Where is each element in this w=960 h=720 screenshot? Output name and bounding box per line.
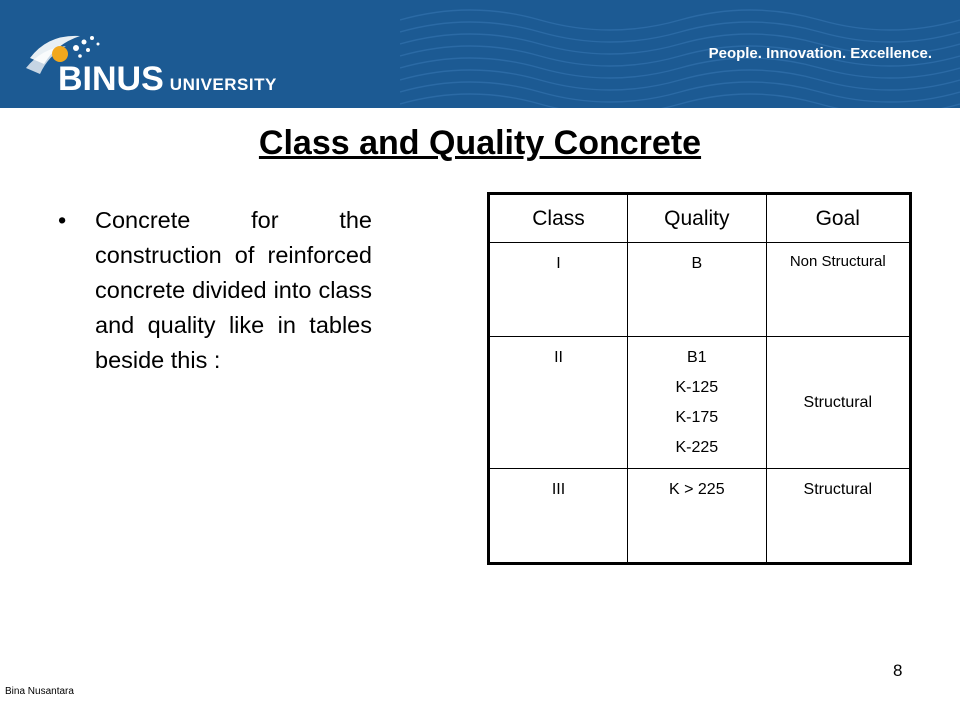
quality-item: K-175	[675, 409, 719, 426]
cell-quality	[628, 337, 766, 469]
footer-text: Bina Nusantara	[5, 686, 74, 697]
table-row	[489, 337, 911, 469]
logo-sub: UNIVERSITY	[169, 75, 277, 94]
cell-goal: Non Structural	[766, 243, 910, 337]
cell-class: I	[489, 243, 628, 337]
table-row	[489, 469, 911, 564]
header-quality: Quality	[628, 194, 766, 243]
bullet-point	[58, 203, 372, 378]
page-number: 8	[893, 661, 903, 680]
cell-goal: Structural	[766, 469, 910, 564]
table-row	[489, 243, 911, 337]
quality-item: B	[691, 255, 703, 272]
bullet-text: Concrete for the construction of reinforced concrete divided into class and quality like in tables beside this :	[95, 207, 372, 373]
cell-quality	[628, 243, 766, 337]
quality-item: K-225	[675, 439, 719, 456]
header-class: Class	[489, 194, 628, 243]
logo-main: BINUS	[58, 60, 164, 98]
cell-goal: Structural	[766, 337, 910, 469]
header-banner	[0, 0, 960, 108]
cell-class: II	[489, 337, 628, 469]
quality-item: K-125	[675, 379, 719, 396]
cell-class: III	[489, 469, 628, 564]
quality-item: B1	[687, 349, 707, 366]
tagline: People. Innovation. Excellence.	[708, 45, 932, 62]
quality-item: K > 225	[669, 481, 725, 498]
slide-title: Class and Quality Concrete	[258, 124, 702, 162]
bullet-symbol: •	[58, 207, 67, 233]
table-header-row	[489, 194, 911, 243]
cell-quality	[628, 469, 766, 564]
header-goal: Goal	[766, 194, 910, 243]
class-quality-table	[487, 192, 912, 565]
logo-wordmark	[58, 60, 277, 99]
